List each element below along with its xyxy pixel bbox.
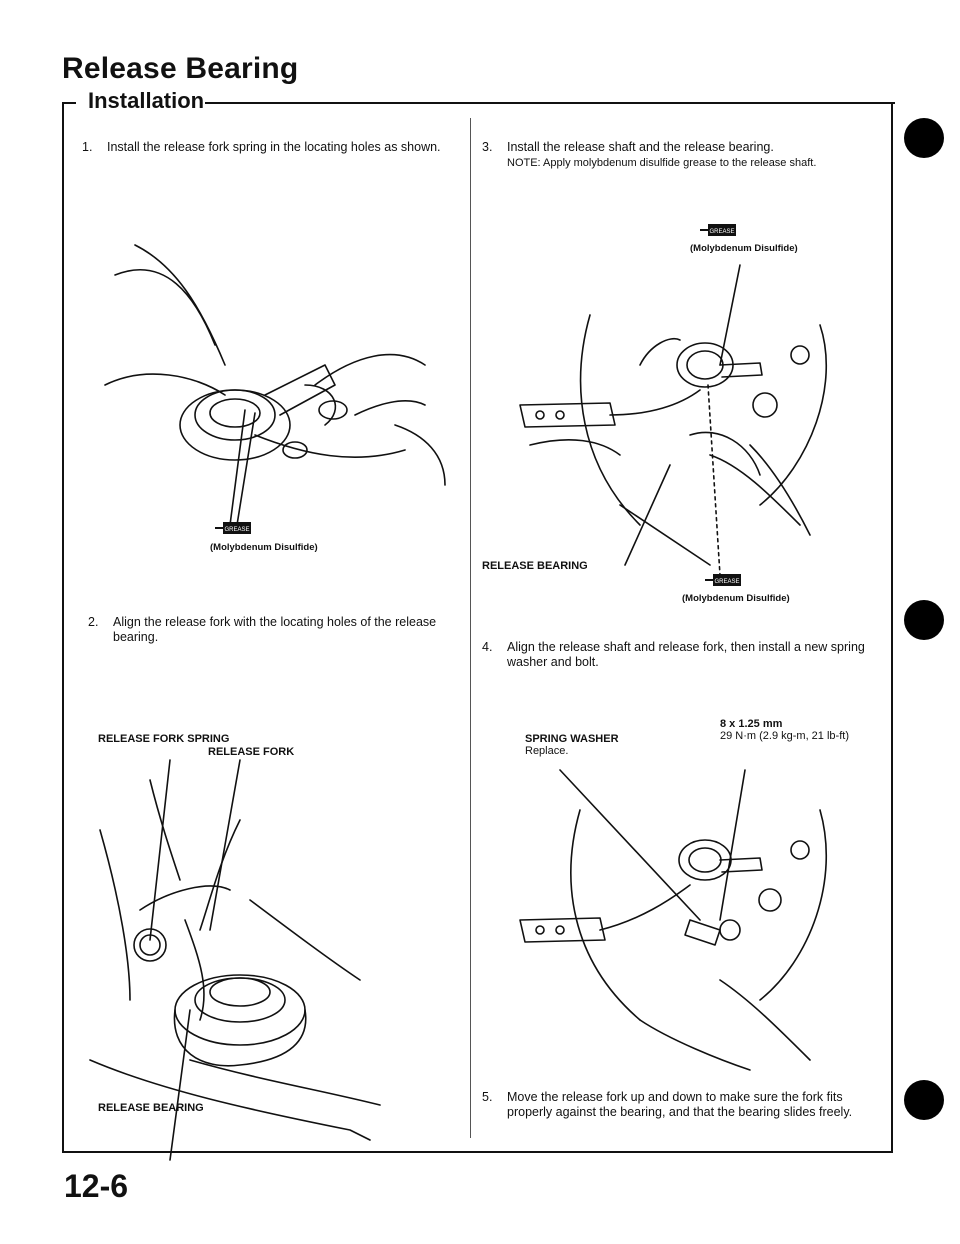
step-text: Install the release fork spring in the locating holes as shown. <box>107 140 441 154</box>
replace-note: Replace. <box>525 745 569 757</box>
grease-icon <box>700 222 738 238</box>
margin-marker <box>904 600 944 640</box>
step-text <box>507 140 882 171</box>
release-fork-label: RELEASE FORK <box>208 746 295 758</box>
release-fork-spring-label: RELEASE FORK SPRING <box>98 733 230 745</box>
bolt-spec-label <box>720 718 849 742</box>
grease-note: (Molybdenum Disulfide) <box>682 593 790 604</box>
step-number: 4. <box>482 640 493 654</box>
step-number: 1. <box>82 140 93 154</box>
spring-washer-text: SPRING WASHER <box>525 733 619 745</box>
grease-note: (Molybdenum Disulfide) <box>690 243 798 254</box>
column-divider <box>470 118 471 1138</box>
grease-icon-text: GREASE <box>714 579 740 585</box>
step-text: Align the release shaft and release fork, then install a new spring washer and bolt. <box>507 640 865 669</box>
step-text: Move the release fork up and down to make sure the fork fits properly against the bearing, and that the bearing slides freely. <box>507 1090 853 1119</box>
grease-note: (Molybdenum Disulfide) <box>210 542 318 553</box>
step-text-main: Install the release shaft and the release bearing. <box>507 140 774 154</box>
bolt-torque: 29 N·m (2.9 kg-m, 21 lb-ft) <box>720 730 849 742</box>
grease-icon <box>705 572 743 588</box>
margin-marker <box>904 1080 944 1120</box>
bolt-size: 8 x 1.25 mm <box>720 718 783 730</box>
step-number: 5. <box>482 1090 493 1104</box>
release-bearing-label: RELEASE BEARING <box>482 560 588 572</box>
release-bearing-label: RELEASE BEARING <box>98 1102 204 1114</box>
step-note: NOTE: Apply molybdenum disulfide grease to the release shaft. <box>507 157 817 169</box>
grease-icon <box>215 520 253 536</box>
step-number: 3. <box>482 140 493 154</box>
grease-icon-text: GREASE <box>709 229 735 235</box>
page-number: 12-6 <box>64 1168 129 1204</box>
fork-spring-illustration <box>105 235 465 495</box>
margin-marker <box>904 118 944 158</box>
spring-washer-label <box>525 733 619 757</box>
release-shaft-illustration <box>510 265 850 565</box>
spring-washer-illustration <box>520 770 850 1080</box>
section-heading: Installation <box>80 88 212 114</box>
grease-icon-text: GREASE <box>224 527 250 533</box>
fork-alignment-illustration <box>90 760 450 1150</box>
step-number: 2. <box>88 615 99 629</box>
step-text: Align the release fork with the locating holes of the release bearing. <box>113 615 437 644</box>
page-title: Release Bearing <box>62 52 299 85</box>
